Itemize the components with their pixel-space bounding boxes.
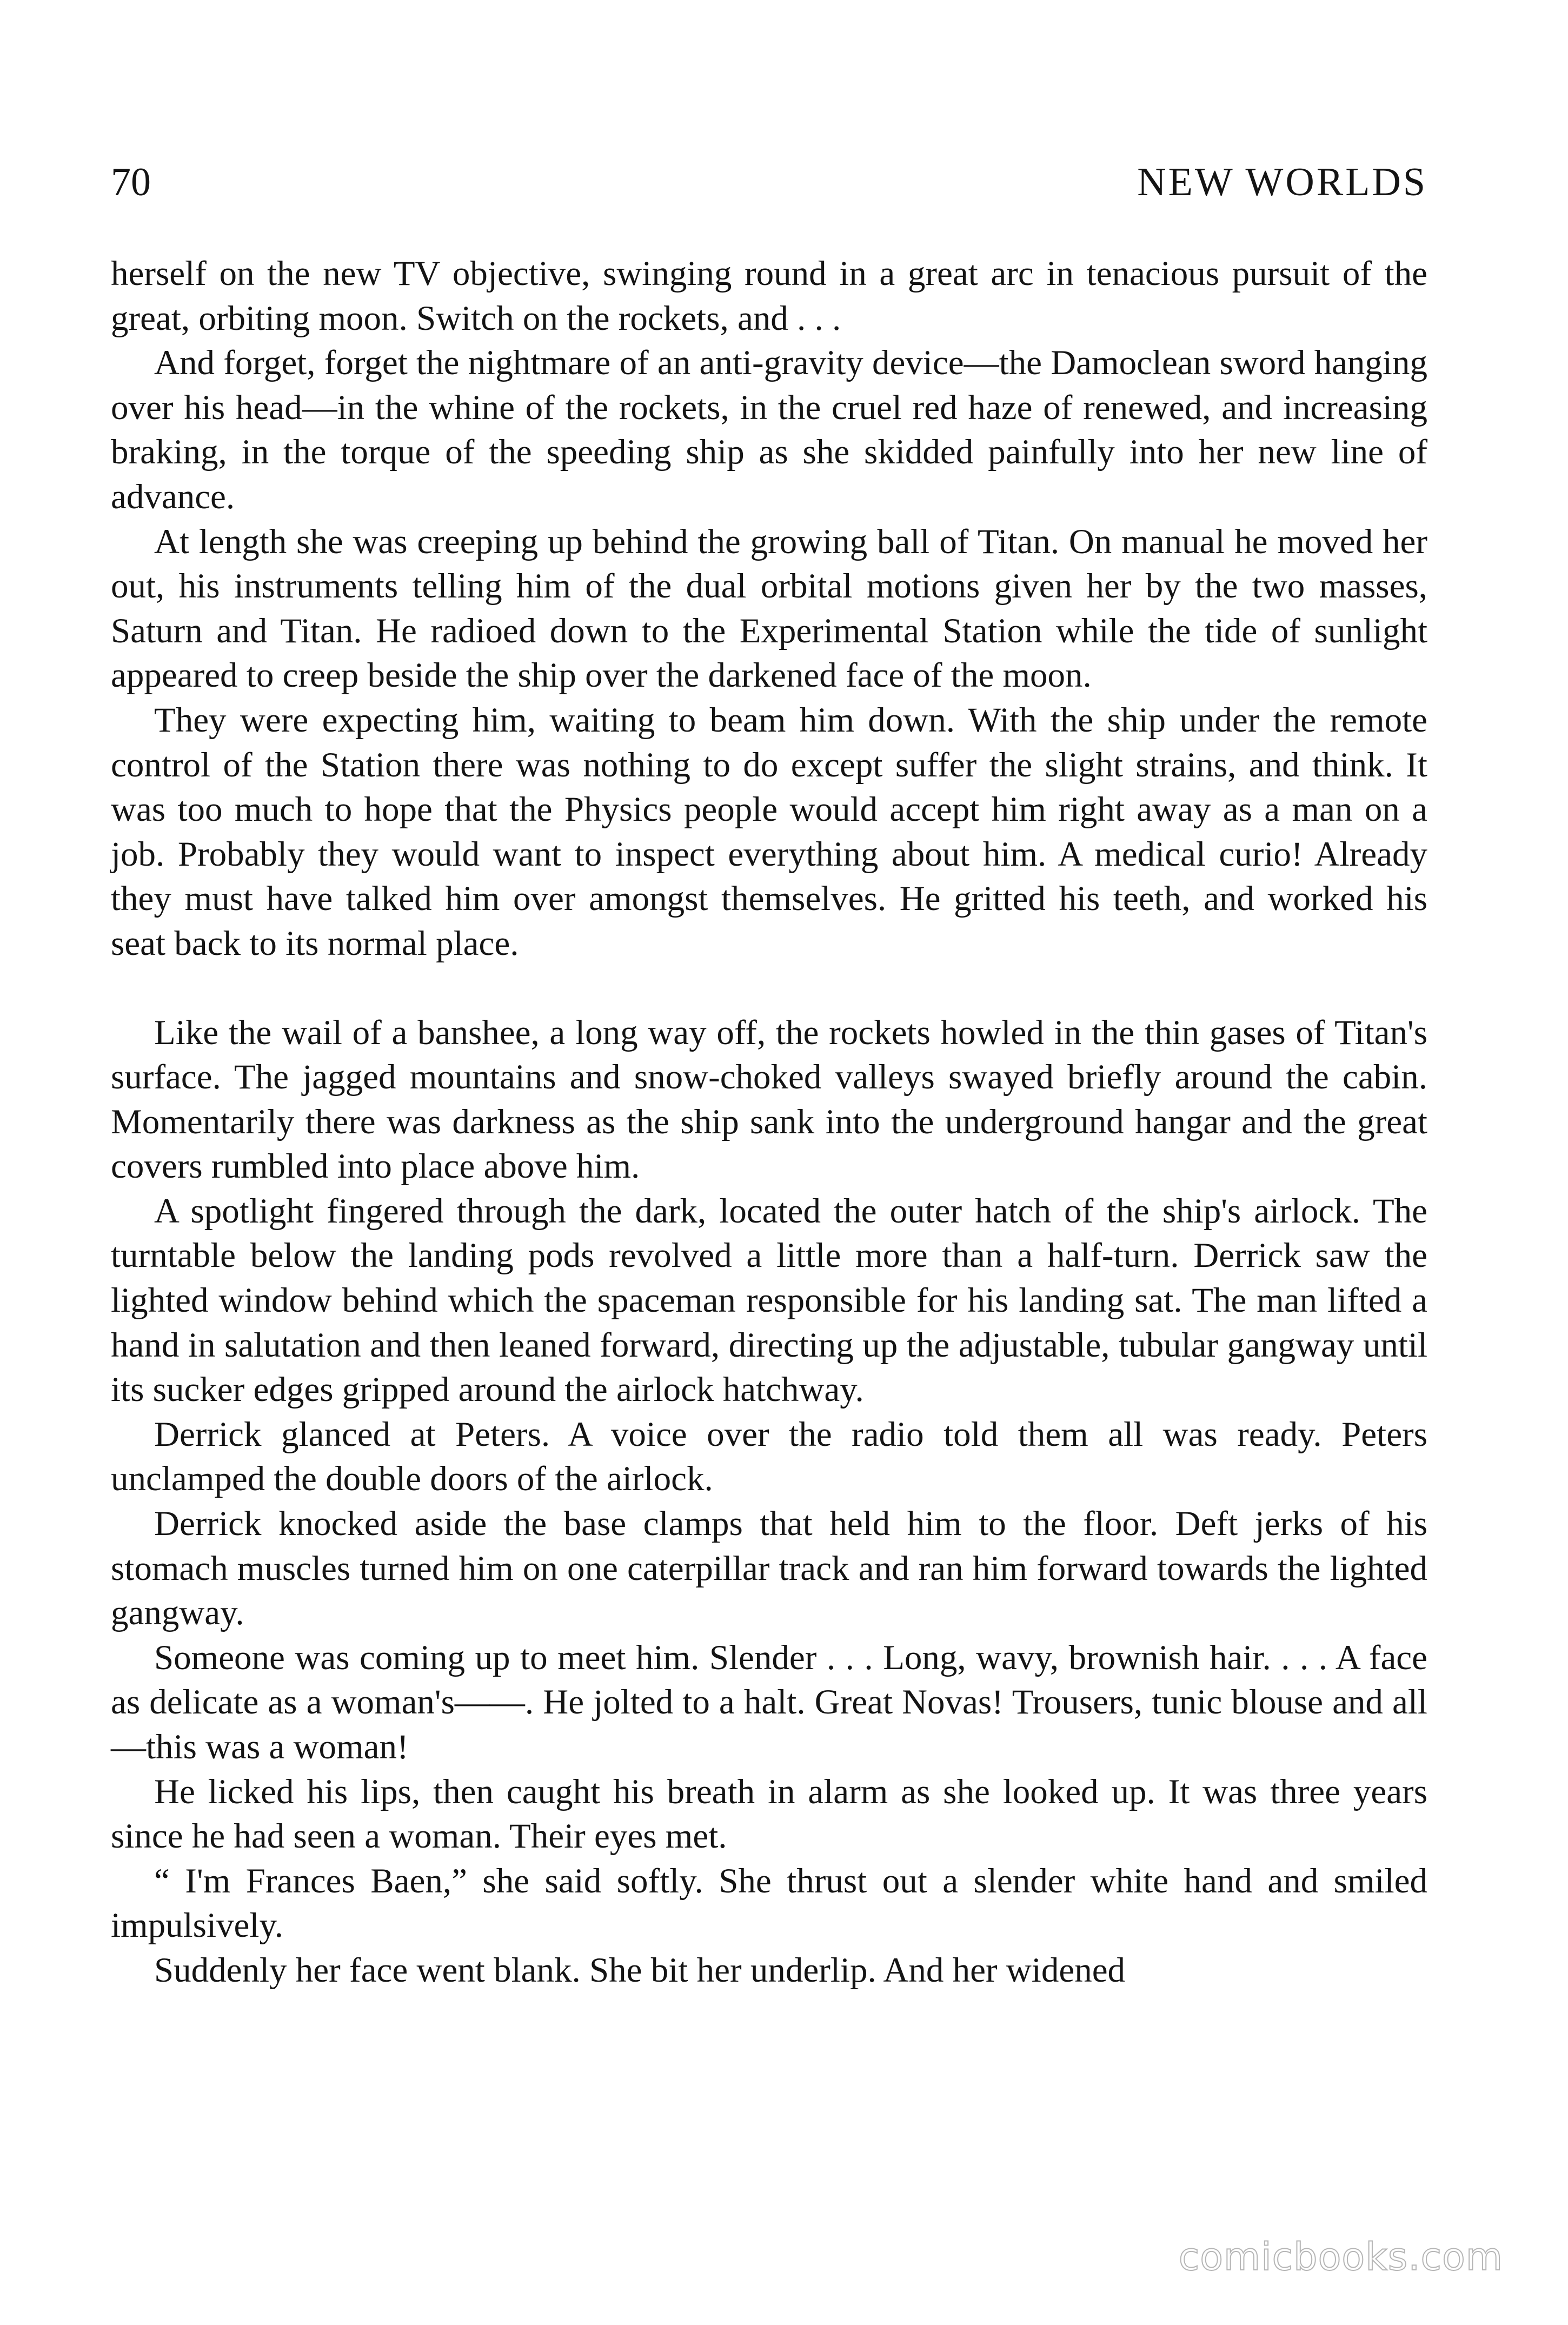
paragraph: Derrick knocked aside the base clamps that held him to the floor. Deft jerks of his stomach muscles turned him on one caterpillar track and ran him forward towards the lighted gangway. xyxy=(111,1504,1427,1633)
watermark: comicbooks.com xyxy=(1178,2235,1503,2279)
page-number: 70 xyxy=(111,160,151,204)
paragraph: herself on the new TV objective, swinging round in a great arc in tenacious pursuit of the great, orbiting moon. Switch on the rockets, and . . . xyxy=(111,254,1427,338)
paragraph: Suddenly her face went blank. She bit her underlip. And her widened xyxy=(154,1950,1126,1990)
paragraph: And forget, forget the nightmare of an anti-gravity device—the Damoclean sword hanging over his head—in the whine of the rockets, in the cruel red haze of renewed, and increasing braking, in the torque of the speeding ship as she skidded painfully into her new line of advance. xyxy=(111,343,1427,516)
paragraph: He licked his lips, then caught his breath in alarm as she looked up. It was three years since he had seen a woman. Their eyes met. xyxy=(111,1772,1427,1856)
body-text xyxy=(111,251,1427,1993)
paragraph: At length she was creeping up behind the growing ball of Titan. On manual he moved her out, his instruments telling him of the dual orbital motions given her by the two masses, Saturn and Titan. He radioed down to the Experimental Station while the tide of sunlight appeared to creep beside the ship over the darkened face of the moon. xyxy=(111,522,1427,695)
paragraph: A spotlight fingered through the dark, located the outer hatch of the ship's airlock. The turntable below the landing pods revolved a little more than a half-turn. Derrick saw the lighted window behind which the spaceman responsible for his landing sat. The man lifted a hand in salutation and then leaned forward, directing up the adjustable, tubular gangway until its sucker edges gripped around the airlock hatchway. xyxy=(111,1191,1427,1410)
paragraph: Like the wail of a banshee, a long way off, the rockets howled in the thin gases of Titan's surface. The jagged mountains and snow-choked valleys swayed briefly around the cabin. Momentarily there was darkness as the ship sank into the underground hangar and the great covers rumbled into place above him. xyxy=(111,1013,1427,1186)
page-header xyxy=(111,158,1427,207)
paragraph: Someone was coming up to meet him. Slender . . . Long, wavy, brownish hair. . . . A face as delicate as a woman's——. He jolted to a halt. Great Novas! Trousers, tunic blouse and all—this was a woman! xyxy=(111,1638,1427,1766)
running-head: NEW WORLDS xyxy=(1137,160,1427,204)
section-break xyxy=(111,966,1427,1011)
paragraph: “ I'm Frances Baen,” she said softly. She thrust out a slender white hand and smiled impulsively. xyxy=(111,1861,1427,1945)
paragraph: They were expecting him, waiting to beam him down. With the ship under the remote control of the Station there was nothing to do except suffer the slight strains, and think. It was too much to hope that the Physics people would accept him right away as a man on a job. Probably they would want to inspect everything about him. A medical curio! Already they must have talked him over amongst themselves. He gritted his teeth, and worked his seat back to its normal place. xyxy=(111,700,1427,963)
paragraph: Derrick glanced at Peters. A voice over the radio told them all was ready. Peters unclamped the double doors of the airlock. xyxy=(111,1414,1427,1499)
